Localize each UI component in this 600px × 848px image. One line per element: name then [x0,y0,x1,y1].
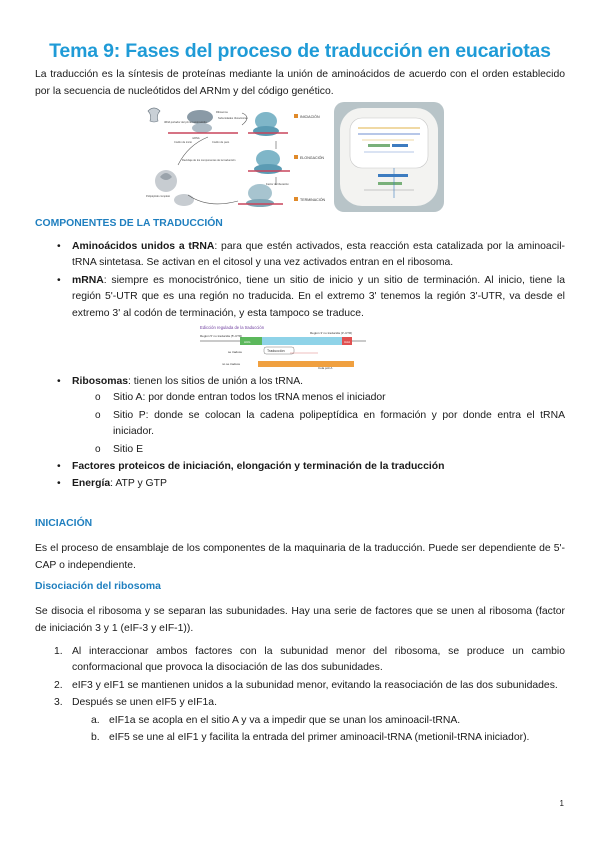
components-heading: COMPONENTES DE LA TRADUCCIÓN [35,218,223,229]
item-term: Factores proteicos de iniciación, elongación y terminación de la traducción [72,461,445,473]
fig3-label-5utr: Región 5' no traducida (5'-UTR) [200,334,243,338]
bullet-icon: • [57,478,61,490]
fig3-label-polya: Cola poli A [318,366,333,370]
sub-list-item [35,408,565,441]
item-text: eIF3 y eIF1 se mantienen unidos a la subunidad menor, evitando la reasociación de las dos subunidades. [72,679,558,691]
dissociation-paragraph: Se disocia el ribosoma y se separan las subunidades. Hay una serie de factores que se unen al ribosoma (factor de iniciación 3 y 1 (eIF-3 y eIF-1)). [35,606,565,634]
list-item [35,273,565,322]
item-number: 2. [54,679,63,691]
item-letter: a. [91,714,100,726]
fig3-label-translation: Traducción [267,349,285,353]
item-text: : ATP y GTP [110,478,167,490]
list-item [35,374,565,390]
fig1-label-trna: tRNA portador del primer aminoácido [164,121,207,124]
item-text: Después se unen eIF5 y eIF1a. [72,697,217,709]
fig1-label-release-factor: Factor de liberación [266,183,289,186]
bullet-icon: • [57,461,61,473]
fig1-label-initiation: INICIACIÓN [300,115,320,119]
fig1-label-termination: TERMINACIÓN [300,198,326,202]
circle-bullet-icon: o [95,409,101,421]
fig1-label-mrna: mRNA [192,137,200,140]
fig1-label-recycling: Reciclaje de los componentes de la traducción [182,159,236,162]
list-item [35,239,565,272]
item-term: Ribosomas [72,376,129,387]
item-text: : tienen los sitios de unión a los tRNA. [128,376,304,387]
fig3-label-uaa: UAA [344,340,351,344]
fig3-label-3utr: Región 3' no traducida (3'-UTR) [310,331,353,335]
mrna-structure-figure [198,323,368,371]
cell-schematic-figure [334,102,444,212]
fig1-label-ribosome: Ribosoma [216,111,228,114]
fig3-label-untranslated: no se traduce [222,362,241,366]
item-text: eIF1a se acopla en el sitio A y va a impedir que se unan los aminoacil-tRNA. [109,714,461,726]
list-item [35,476,565,492]
dissociation-heading: Disociación del ribosoma [35,581,161,592]
item-number: 3. [54,697,63,709]
intro-paragraph: La traducción es la síntesis de proteínas mediante la unión de aminoácidos de acuerdo con el orden establecido por la secuencia de nucleótidos del ARNm y del código genético. [35,69,565,97]
sub-list-item [35,390,565,406]
components-list-continued [35,374,565,493]
initiation-paragraph: Es el proceso de ensamblaje de los componentes de la maquinaria de la traducción. Puede ser dependiente de 5'-CAP o independiente. [35,543,565,571]
item-term: Energía [72,478,111,490]
list-item [35,459,565,475]
item-text: : para que estén activados, esta reacción esta catalizada por la aminoacil-tRNA sintetasa. Se activan en el citosol y una vez activados entran en el ribosoma. [72,241,565,269]
fig3-label-aug: AUG [244,340,251,344]
bullet-icon: • [57,241,61,252]
translation-cycle-figure [138,103,328,211]
initiation-heading: INICIACIÓN [35,518,93,529]
fig3-title: Edicción regulada de la traducción [200,325,265,330]
fig1-label-subunits: Subunidades ribosómicas [218,117,248,120]
fig1-label-polypeptide: Polipéptido completo [146,195,171,198]
lettered-item [35,713,565,729]
item-text: Sitio E [113,443,144,455]
item-letter: b. [91,732,100,744]
fig3-label-translated: se traduce [228,350,243,354]
item-text: : siempre es monocistrónico, tiene un sitio de inicio y un sitio de terminación. Al inicio, tiene la región 5'-UTR que es una región no traducida. En el extremo 3' tenemos la región 3'-UTR, va desde el extremo 3' al codón de terminación, y esta tampoco se traduce. [72,274,565,319]
lettered-item [35,730,565,746]
bullet-icon: • [57,376,61,387]
item-text: Sitio A: por donde entran todos los tRNA menos el iniciador [113,392,386,404]
circle-bullet-icon: o [95,392,101,404]
item-text: Al interaccionar ambos factores con la subunidad menor del ribosoma, se produce un cambio conformacional que provoca la disociación de las dos subunidades. [72,646,565,674]
item-term: mRNA [72,274,104,286]
item-number: 1. [54,646,63,657]
numbered-item [35,678,565,694]
item-text: eIF5 se une al eIF1 y facilita la entrada del primer aminoacil-tRNA (metionil-tRNA iniciador). [109,732,530,744]
fig1-label-start-codon: Codón de inicio [174,141,192,144]
steps-list [35,644,565,746]
numbered-item [35,644,565,677]
bullet-icon: • [57,274,61,286]
numbered-item [35,695,565,711]
fig1-label-elongation: ELONGACIÓN [300,156,324,160]
page-title: Tema 9: Fases del proceso de traducción en eucariotas [49,40,551,62]
fig1-label-stop-codon: Codón de paro [212,141,230,144]
item-term: Aminoácidos unidos a tRNA [72,241,215,252]
item-text: Sitio P: donde se colocan la cadena polipeptídica en formación y por donde entra el tRNA iniciador. [113,409,565,438]
page-number: 1 [559,799,564,808]
components-list [35,239,565,322]
circle-bullet-icon: o [95,443,101,455]
sub-list-item [35,442,565,458]
